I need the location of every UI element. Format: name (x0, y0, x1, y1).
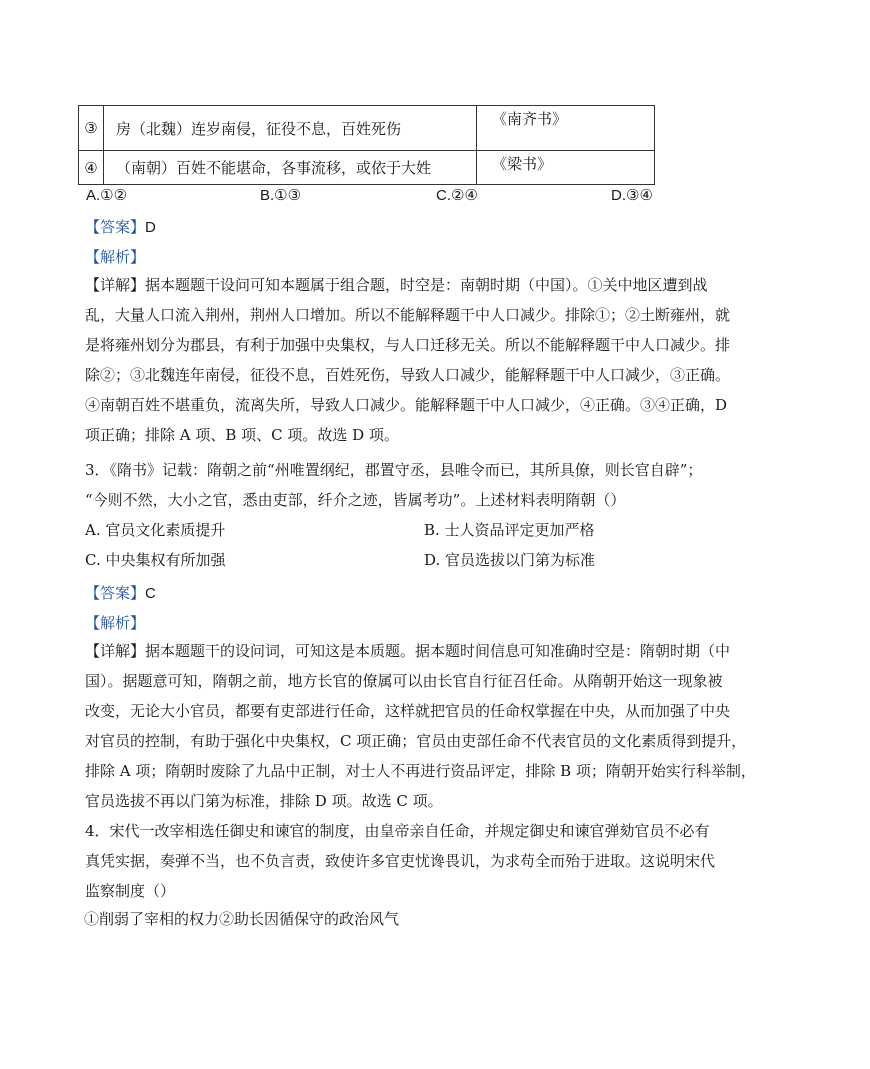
source-table (78, 105, 655, 185)
q3-stem (85, 455, 702, 515)
detail-line: ④南朝百姓不堪重负，流离失所，导致人口减少。能解释题干中人口减少，④正确。③④正确，D (85, 396, 728, 414)
q3-detail (85, 636, 756, 816)
row-number: ④ (79, 151, 104, 185)
stem-line: 真凭实据，奏弹不当，也不负言责，致使许多官吏忧谗畏讥，为求苟全而殆于进取。这说明宋代 (85, 852, 716, 870)
answer-label: 【答案】 (85, 218, 146, 236)
row-number: ③ (79, 106, 104, 151)
detail-line: 【详解】据本题题干设问可知本题属于组合题，时空是：南朝时期（中国）。①关中地区遭到战 (85, 276, 708, 294)
q2-option-b: B.①③ (260, 187, 302, 204)
table-row (79, 106, 655, 151)
q3-analysis-label: 【解析】 (85, 614, 146, 632)
answer-label: 【答案】 (85, 584, 146, 602)
q3-option-d: D. 官员选拔以门第为标准 (424, 551, 596, 569)
detail-line: 对官员的控制，有助于强化中央集权，C 项正确；官员由吏部任命不代表官员的文化素质得到提升， (85, 732, 747, 750)
detail-line: 项正确；排除 A 项、B 项、C 项。故选 D 项。 (85, 426, 399, 444)
answer-value: D (145, 219, 156, 236)
detail-line: 【详解】据本题题干的设问词，可知这是本质题。据本题时间信息可知准确时空是：隋朝时期（中 (85, 642, 731, 660)
detail-line: 乱，大量人口流入荆州，荆州人口增加。所以不能解释题干中人口减少。排除①；②土断雍州，就 (85, 306, 731, 324)
row-text: （南朝）百姓不能堪命，各事流移，或依于大姓 (104, 151, 477, 185)
detail-line: 是将雍州划分为郡县，有利于加强中央集权，与人口迁移无关。所以不能解释题干中人口减少。排 (85, 336, 731, 354)
q2-analysis-label: 【解析】 (85, 248, 146, 266)
q2-detail (85, 270, 745, 450)
detail-line: 改变，无论大小官员，都要有吏部进行任命，这样就把官员的任命权掌握在中央，从而加强了中央 (85, 702, 731, 720)
q3-option-a: A. 官员文化素质提升 (85, 521, 226, 539)
detail-line: 除②；③北魏连年南侵，征役不息，百姓死伤，导致人口减少，能解释题干中人口减少，③正确。 (85, 366, 731, 384)
q2-option-c: C.②④ (436, 187, 478, 204)
q3-option-c: C. 中央集权有所加强 (85, 551, 226, 569)
row-source-book: 《梁书》 (477, 151, 655, 185)
q3-answer (85, 582, 156, 603)
stem-line: 4．宋代一改宰相选任御史和谏官的制度，由皇帝亲自任命，并规定御史和谏官弹劾官员不必有 (85, 822, 710, 840)
q4-statements: ①削弱了宰相的权力②助长因循保守的政治风气 (84, 910, 400, 928)
detail-line: 官员选拔不再以门第为标准，排除 D 项。故选 C 项。 (85, 792, 443, 810)
row-source-book: 《南齐书》 (477, 106, 655, 151)
q2-option-a: A.①② (86, 187, 128, 204)
stem-line: 3．《隋书》记载：隋朝之前“州唯置纲纪，郡置守丞，县唯令而已，其所具僚，则长官自辟”； (85, 461, 703, 479)
row-text: 房（北魏）连岁南侵，征役不息，百姓死伤 (104, 106, 477, 151)
q2-answer (85, 216, 156, 237)
q3-option-b: B. 士人资品评定更加严格 (424, 521, 595, 539)
answer-value: C (145, 585, 156, 602)
detail-line: 国）。据题意可知，隋朝之前，地方长官的僚属可以由长官自行征召任命。从隋朝开始这一现象被 (85, 672, 723, 690)
q2-option-d: D.③④ (611, 187, 653, 204)
detail-line: 排除 A 项；隋朝时废除了九品中正制，对士人不再进行资品评定，排除 B 项；隋朝开始实行科举制， (85, 762, 756, 780)
stem-line: 监察制度（） (85, 882, 176, 900)
table-row (79, 151, 655, 185)
stem-line: “今则不然，大小之官，悉由吏部，纤介之迹，皆属考功”。上述材料表明隋朝（） (85, 491, 626, 509)
q4-stem (85, 816, 715, 906)
